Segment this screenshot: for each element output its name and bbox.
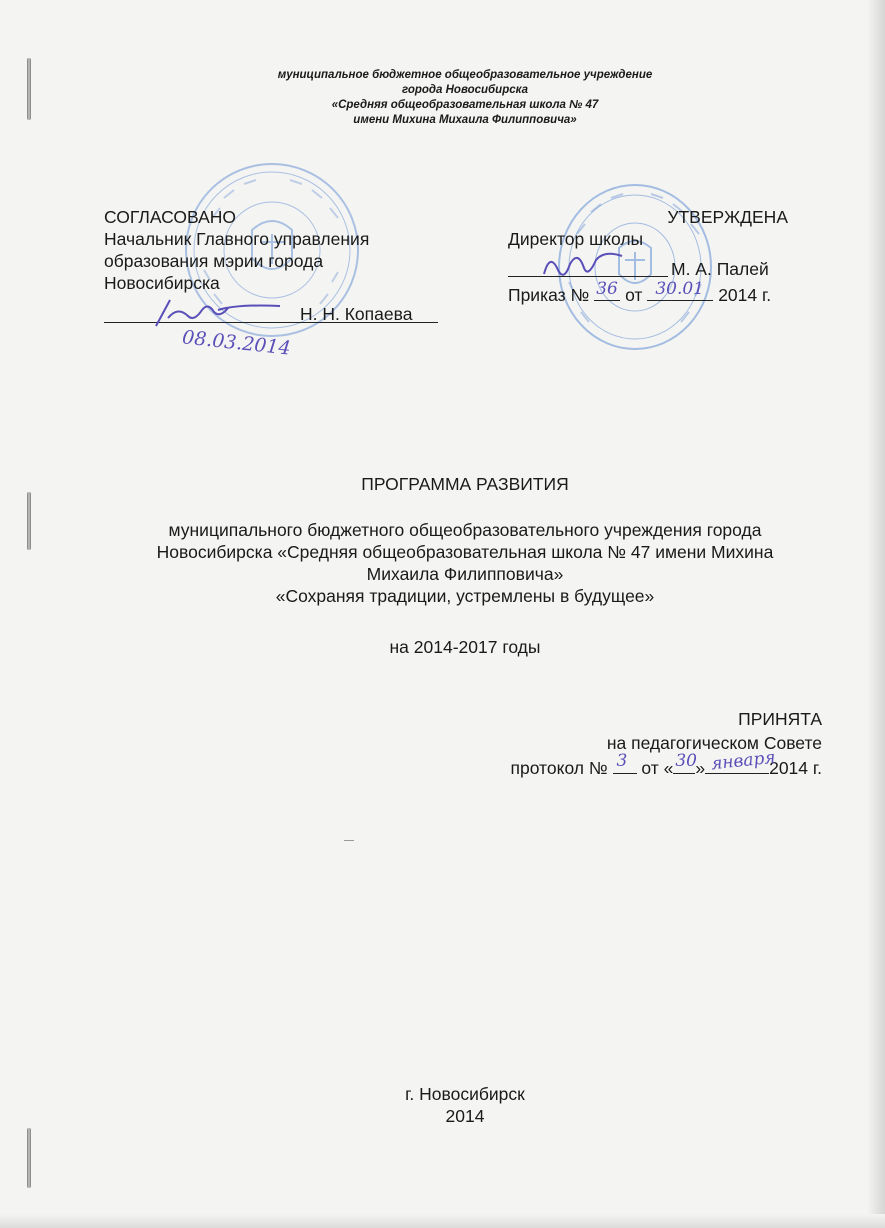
approved-order-date-blank [647, 279, 713, 301]
accepted-protocol-month: января [710, 747, 777, 775]
agreed-position-line-1: Начальник Главного управления [104, 229, 370, 249]
approved-order-mid: от [625, 285, 643, 305]
footer-year: 2014 [445, 1106, 485, 1126]
approved-order-number: 36 [596, 279, 618, 299]
approved-order-suffix: 2014 г. [718, 285, 772, 305]
approved-order-line [508, 279, 772, 306]
accepted-protocol-prefix: протокол № [510, 758, 608, 778]
agreed-signatory-name: Н. Н. Копаева [300, 304, 413, 324]
program-title: ПРОГРАММА РАЗВИТИЯ [361, 474, 569, 494]
agreed-heading: СОГЛАСОВАНО [104, 207, 237, 227]
approved-block [508, 206, 788, 250]
document-header [0, 68, 885, 128]
header-line-2: города Новосибирска [402, 84, 528, 96]
scan-mark [344, 840, 354, 841]
approved-signatory-name: М. А. Палей [671, 259, 769, 279]
program-org-line-2: Новосибирска «Средняя общеобразовательная школа № 47 имени Михина [156, 542, 774, 562]
accepted-protocol-from: от « [641, 758, 674, 778]
agreed-position-line-2: образования мэрии города [104, 251, 324, 271]
accepted-protocol-day: 30 [675, 751, 697, 771]
accepted-protocol-month-blank [705, 747, 777, 775]
approved-order-prefix: Приказ № [508, 285, 590, 305]
agreed-handwritten-date: 08.03.2014 [181, 326, 292, 360]
accepted-protocol-day-blank [673, 751, 697, 774]
accepted-protocol-year: 2014 г. [769, 758, 822, 778]
accepted-protocol-close: » [695, 758, 706, 778]
agreed-signature-scribble [148, 296, 288, 330]
program-organization [0, 519, 885, 607]
page-edge-right [867, 0, 885, 1228]
approved-order-number-blank [594, 279, 620, 301]
header-line-4: имени Михина Михаила Филипповича» [353, 114, 577, 126]
header-line-1: муниципальное бюджетное общеобразовательное учреждение [277, 69, 653, 81]
approved-heading: УТВЕРЖДЕНА [667, 207, 788, 227]
program-motto: «Сохраняя традиции, устремлены в будущее» [275, 586, 655, 606]
approved-signature-scribble [538, 250, 628, 280]
accepted-heading: ПРИНЯТА [738, 709, 822, 729]
accepted-protocol-number: 3 [616, 751, 628, 771]
footer [0, 1083, 885, 1127]
program-org-line-1: муниципального бюджетного общеобразовательного учреждения города [168, 520, 762, 540]
header-line-3: «Средняя общеобразовательная школа № 47 [331, 99, 599, 111]
accepted-protocol-line [510, 747, 822, 780]
accepted-block [510, 707, 822, 780]
footer-city: г. Новосибирск [405, 1084, 525, 1104]
program-years: на 2014-2017 годы [389, 637, 541, 657]
agreed-position-line-3: Новосибирска [104, 273, 220, 293]
approved-position: Директор школы [508, 229, 644, 249]
accepted-council: на педагогическом Совете [606, 733, 822, 753]
binder-hole-bottom [27, 1128, 31, 1188]
agreed-block [104, 206, 444, 294]
page-edge-bottom [0, 1214, 885, 1228]
approved-order-date: 30.01 [655, 279, 704, 299]
program-org-line-3: Михаила Филипповича» [366, 564, 564, 584]
accepted-protocol-number-blank [613, 751, 637, 774]
